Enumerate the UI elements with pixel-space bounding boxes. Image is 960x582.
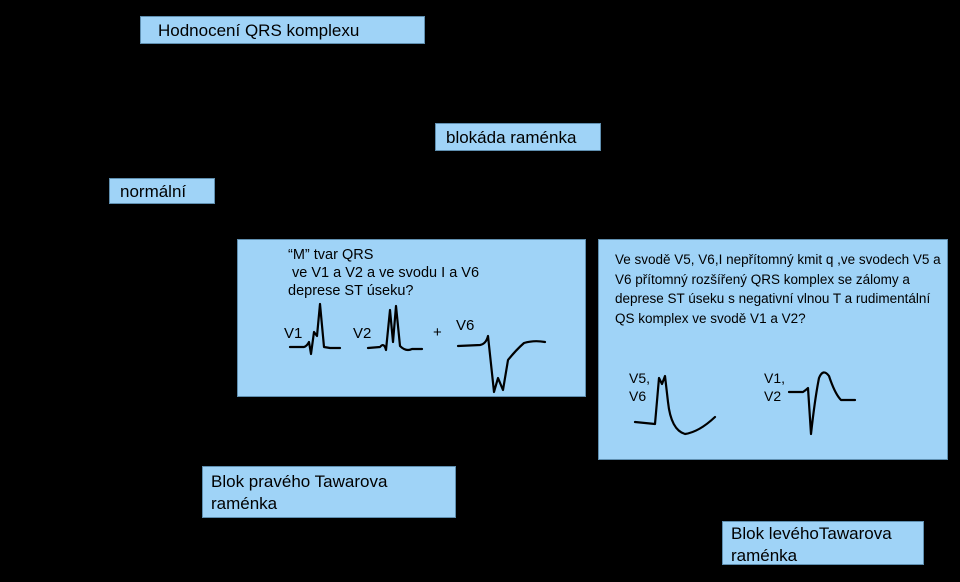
title-box <box>140 16 425 44</box>
rbbb-diagnosis-box <box>202 466 456 518</box>
lead-v2-label: V2 <box>353 325 372 342</box>
rbbb-v6-waveform <box>458 322 548 396</box>
lead-v6-label: V6 <box>456 317 475 334</box>
rbbb-v2-waveform <box>368 302 424 362</box>
bundle-branch-block-label: blokáda raménka <box>446 128 577 147</box>
lbbb-diagnosis-box <box>722 521 924 565</box>
lbbb-v1-v2-waveform <box>789 368 859 440</box>
normal-label: normální <box>120 182 187 201</box>
lbbb-criteria-text: Ve svodě V5, V6,I nepřítomný kmit q ,ve svodech V5 a V6 přítomný rozšířený QRS komplex se zálomy a deprese ST úseku s negativní vlnou T a rudimentální QS komplex ve svodě V1 a V2? <box>615 252 941 326</box>
rbbb-v1-waveform <box>290 302 342 362</box>
bundle-branch-block-box <box>435 123 601 151</box>
rbbb-diagnosis-line1: Blok pravého Tawarova <box>211 472 388 491</box>
lead-v5-v6-label: V5, V6 <box>629 370 651 404</box>
title-label: Hodnocení QRS komplexu <box>158 21 360 40</box>
lbbb-v5-v6-waveform <box>633 372 719 442</box>
lead-v1-v2-label: V1, V2 <box>764 370 786 404</box>
rbbb-diagnosis-line2: raménka <box>211 494 278 513</box>
normal-box <box>109 178 215 204</box>
lbbb-diagnosis-line1: Blok levéhoTawarova <box>731 524 892 543</box>
lead-v1-label: V1 <box>284 325 303 342</box>
rbbb-criteria-text: “M” tvar QRS ve V1 a V2 a ve svodu I a V6 deprese ST úseku? <box>288 247 480 299</box>
lbbb-diagnosis-line2: raménka <box>731 546 798 565</box>
lbbb-criteria-box <box>598 239 948 460</box>
plus-sign: + <box>433 324 442 341</box>
rbbb-criteria-box <box>237 239 586 397</box>
